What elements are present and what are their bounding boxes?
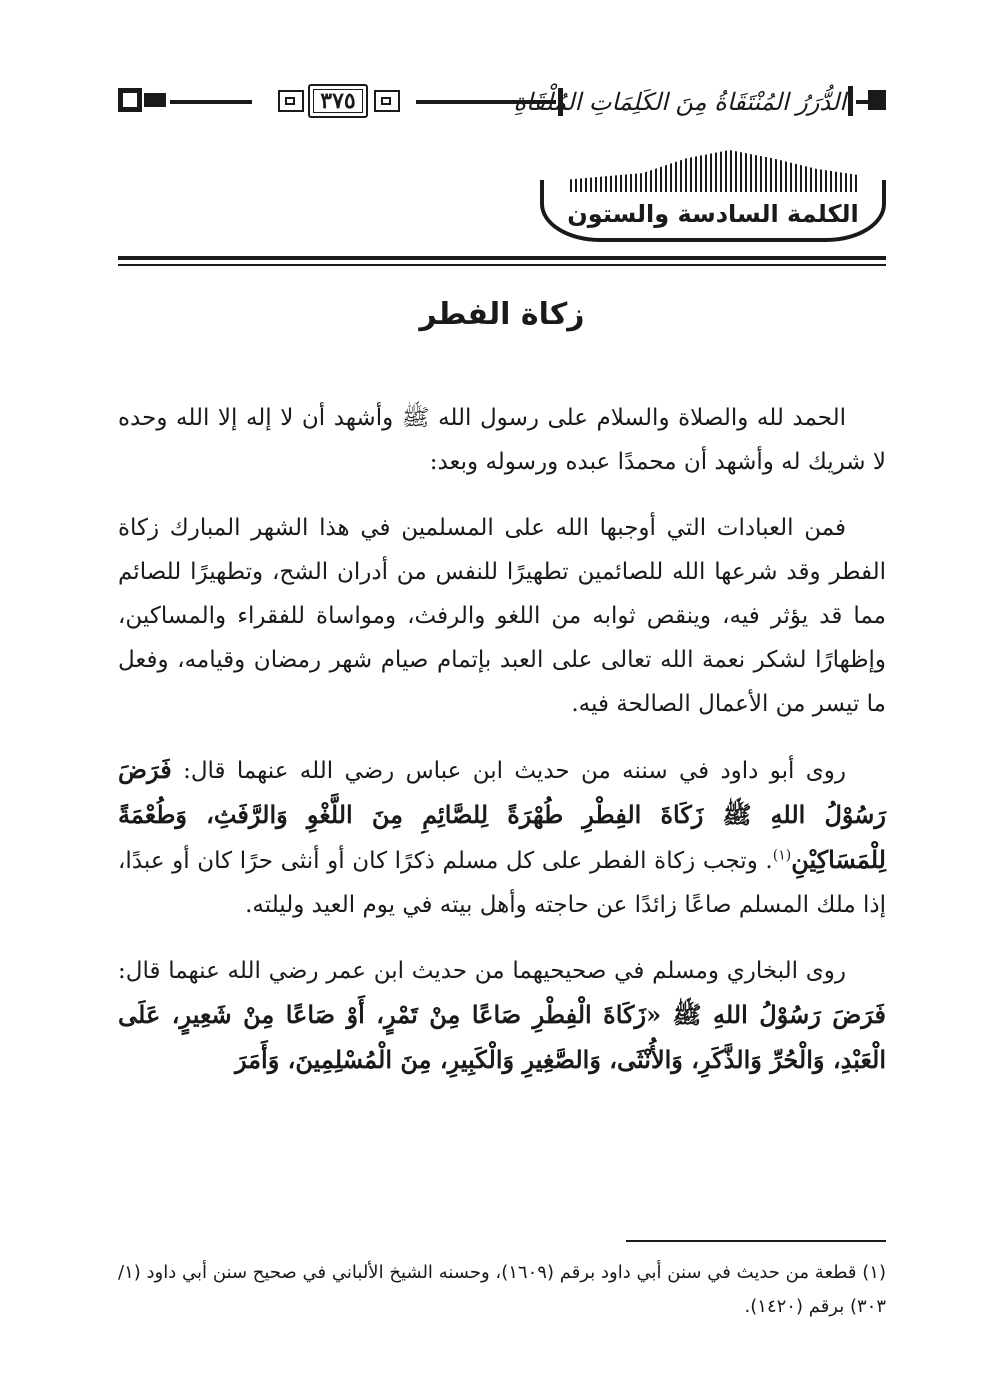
divider-thick bbox=[118, 256, 886, 260]
paragraph-4 bbox=[118, 949, 886, 1083]
paragraph-3 bbox=[118, 748, 886, 927]
hadith-quote-1: فَرَضَ رَسُوْلُ اللهِ ﷺ زَكَاةَ الفِطْرِ طُهْرَةً لِلصَّائِمِ مِنَ اللَّغْوِ وَالرَّفَثِ، وَطُعْمَةً لِلْمَسَاكِيْنِ bbox=[118, 755, 886, 874]
header-rule-left bbox=[170, 100, 252, 104]
page-number: ٣٧٥ bbox=[320, 88, 356, 114]
paragraph-2: فمن العبادات التي أوجبها الله على المسلمين في هذا الشهر المبارك زكاة الفطر وقد شرعها الله للصائمين تطهيرًا للنفس من أدران الشح، وتطهيرًا للصائم مما قد يؤثر فيه، وينقص ثوابه من اللغو والرفث، ومواساة للفقراء والمساكين، وإظهارًا لشكر نعمة الله تعالى على العبد بإتمام صيام شهر رمضان وقيامه، وفعل ما تيسر من الأعمال الصالحة فيه. bbox=[118, 515, 886, 717]
footnote-reference[interactable]: (١) bbox=[772, 847, 792, 864]
page-number-frame bbox=[254, 82, 414, 122]
paragraph-3-intro: روى أبو داود في سننه من حديث ابن عباس رضي الله عنهما قال: bbox=[171, 758, 846, 784]
body-text bbox=[118, 396, 886, 1105]
paragraph-3-rest: . وتجب زكاة الفطر على كل مسلم ذكرًا كان أو أنثى حرًا كان أو عبدًا، إذا ملك المسلم صاعًا زائدًا عن حاجته وأهل بيته في يوم العيد وليلته. bbox=[118, 848, 886, 918]
hadith-quote-2: فَرَضَ رَسُوْلُ اللهِ ﷺ «زَكَاةَ الْفِطْرِ صَاعًا مِنْ تَمْرٍ، أَوْ صَاعًا مِنْ شَعِيرٍ، عَلَى الْعَبْدِ، وَالْحُرِّ وَالذَّكَرِ، وَالأُنْثَى، وَالصَّغِيرِ وَالْكَبِيرِ، مِنَ الْمُسْلِمِينَ، وَأَمَرَ bbox=[118, 1000, 886, 1074]
page-title: زكاة الفطر bbox=[419, 297, 585, 332]
footnote-divider bbox=[626, 1240, 886, 1242]
divider-thin bbox=[118, 264, 886, 266]
header-rule-right bbox=[856, 100, 868, 104]
footnote: (١) قطعة من حديث في سنن أبي داود برقم (١٦٠٩)، وحسنه الشيخ الألباني في صحيح سنن أبي داود (١/ ٣٠٣) برقم (١٤٢٠). bbox=[118, 1262, 886, 1317]
ornament-block-left bbox=[144, 93, 166, 107]
book-title: الدُّرَرُ المُنْتَقَاةُ مِنَ الكَلِمَاتِ المُلْقَاةِ bbox=[513, 88, 846, 116]
paragraph-4-intro: روى البخاري ومسلم في صحيحيهما من حديث ابن عمر رضي الله عنهما قال: bbox=[118, 958, 846, 984]
ornament-square-right bbox=[868, 90, 886, 110]
paragraph-1: الحمد لله والصلاة والسلام على رسول الله ﷺ وأشهد أن لا إله إلا الله وحده لا شريك له وأشهد أن محمدًا عبده ورسوله وبعد: bbox=[118, 405, 886, 475]
running-header bbox=[118, 82, 886, 122]
ornament-square-left bbox=[118, 88, 142, 112]
ornament-key-right bbox=[374, 90, 400, 112]
section-label: الكلمة السادسة والستون bbox=[567, 200, 859, 228]
section-badge bbox=[540, 150, 886, 246]
ornament-key-left bbox=[278, 90, 304, 112]
header-bar-right bbox=[848, 86, 853, 116]
